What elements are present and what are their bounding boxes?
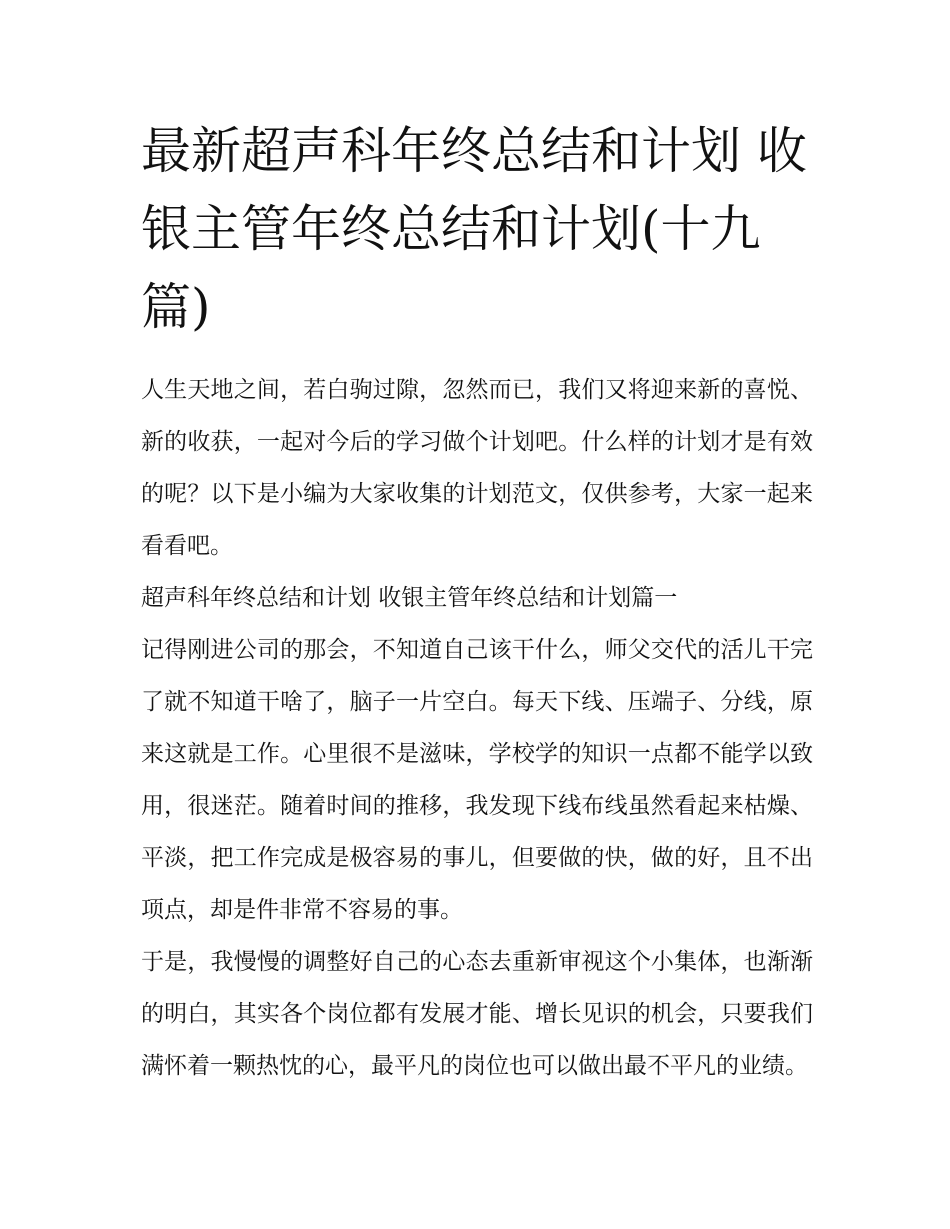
- body-paragraph: 于是，我慢慢的调整好自己的心态去重新审视这个小集体，也渐渐的明白，其实各个岗位都有发展才能、增长见识的机会，只要我们满怀着一颗热忱的心，最平凡的岗位也可以做出最不平凡的业绩。: [141, 949, 813, 1079]
- section-heading: 超声科年终总结和计划 收银主管年终总结和计划篇一: [141, 585, 678, 611]
- document-title: 最新超声科年终总结和计划 收银主管年终总结和计划(十九篇): [141, 122, 807, 336]
- document-page: [141, 112, 813, 1092]
- document-body: [141, 364, 813, 1092]
- intro-paragraph: 人生天地之间，若白驹过隙，忽然而已，我们又将迎来新的喜悦、新的收获，一起对今后的学习做个计划吧。什么样的计划才是有效的呢？以下是小编为大家收集的计划范文，仅供参考，大家一起来看看吧。: [141, 377, 813, 559]
- body-paragraph: 记得刚进公司的那会，不知道自己该干什么，师父交代的活儿干完了就不知道干啥了，脑子一片空白。每天下线、压端子、分线，原来这就是工作。心里很不是滋味，学校学的知识一点都不能学以致用，很迷茫。随着时间的推移，我发现下线布线虽然看起来枯燥、平淡，把工作完成是极容易的事儿，但要做的快，做的好，且不出项点，却是件非常不容易的事。: [141, 637, 813, 923]
